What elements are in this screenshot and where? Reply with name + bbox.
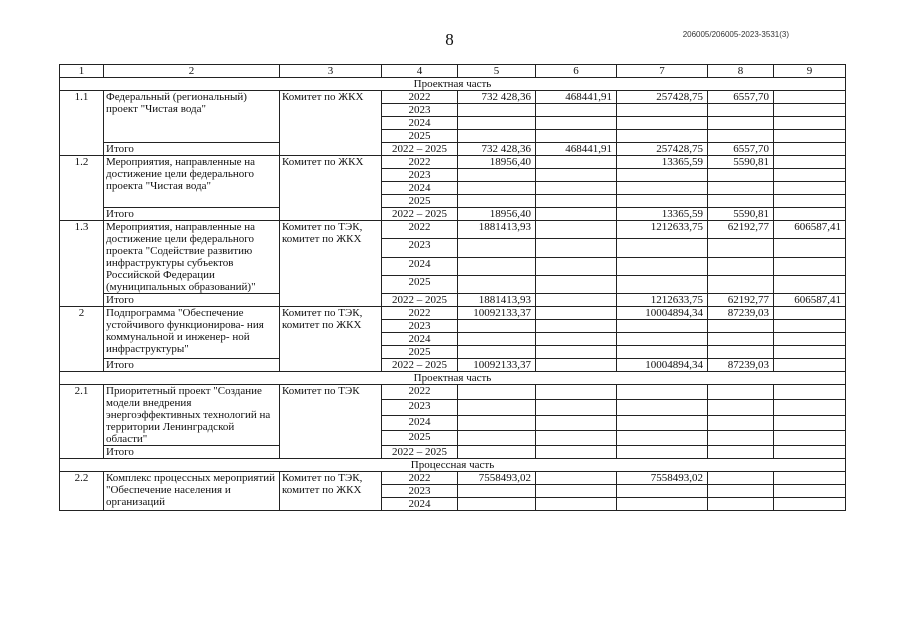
amount-cell: 606587,41 xyxy=(774,294,846,307)
amount-cell xyxy=(708,130,774,143)
item-executor: Комитет по ТЭК xyxy=(280,385,382,459)
amount-cell xyxy=(458,117,536,130)
amount-cell xyxy=(536,117,617,130)
amount-cell: 10092133,37 xyxy=(458,307,536,320)
item-executor: Комитет по ЖКХ xyxy=(280,156,382,221)
year-cell: 2023 xyxy=(382,485,458,498)
amount-cell xyxy=(617,415,708,430)
column-header: 5 xyxy=(458,65,536,78)
item-name: Мероприятия, направленные на достижение цели федерального проекта "Содействие развитию инфраструктуры субъектов Российской Федерации (муниципальных образований)" xyxy=(104,221,280,294)
amount-cell xyxy=(458,195,536,208)
amount-cell: 606587,41 xyxy=(774,221,846,239)
item-code: 2.2 xyxy=(60,472,104,511)
amount-cell xyxy=(536,415,617,430)
amount-cell: 18956,40 xyxy=(458,156,536,169)
table-row xyxy=(60,359,846,372)
year-cell: 2022 xyxy=(382,221,458,239)
year-cell: 2024 xyxy=(382,117,458,130)
item-executor: Комитет по ЖКХ xyxy=(280,91,382,156)
year-cell: 2022 – 2025 xyxy=(382,446,458,459)
year-cell: 2022 xyxy=(382,91,458,104)
amount-cell xyxy=(536,257,617,275)
column-header: 7 xyxy=(617,65,708,78)
amount-cell: 13365,59 xyxy=(617,208,708,221)
amount-cell xyxy=(774,346,846,359)
item-code: 1.3 xyxy=(60,221,104,307)
year-cell: 2024 xyxy=(382,498,458,511)
item-code: 2.1 xyxy=(60,385,104,459)
amount-cell xyxy=(774,400,846,415)
amount-cell xyxy=(536,307,617,320)
table-row xyxy=(60,294,846,307)
amount-cell xyxy=(617,169,708,182)
budget-table xyxy=(59,64,846,511)
amount-cell xyxy=(458,485,536,498)
section-label: Процессная часть xyxy=(60,459,846,472)
total-label: Итого xyxy=(104,446,280,459)
amount-cell: 87239,03 xyxy=(708,359,774,372)
amount-cell: 5590,81 xyxy=(708,156,774,169)
year-cell: 2024 xyxy=(382,257,458,275)
amount-cell xyxy=(617,182,708,195)
amount-cell: 5590,81 xyxy=(708,208,774,221)
amount-cell xyxy=(708,400,774,415)
section-label: Проектная часть xyxy=(60,372,846,385)
amount-cell xyxy=(536,333,617,346)
amount-cell xyxy=(458,239,536,257)
amount-cell xyxy=(774,446,846,459)
amount-cell xyxy=(458,130,536,143)
year-cell: 2022 – 2025 xyxy=(382,208,458,221)
amount-cell xyxy=(774,182,846,195)
amount-cell: 10004894,34 xyxy=(617,307,708,320)
item-name: Комплекс процессных мероприятий "Обеспечение населения и организаций xyxy=(104,472,280,511)
item-code: 2 xyxy=(60,307,104,372)
amount-cell xyxy=(536,239,617,257)
amount-cell xyxy=(774,498,846,511)
amount-cell xyxy=(617,104,708,117)
amount-cell: 10004894,34 xyxy=(617,359,708,372)
amount-cell xyxy=(536,485,617,498)
amount-cell xyxy=(617,430,708,445)
amount-cell xyxy=(774,257,846,275)
amount-cell xyxy=(774,472,846,485)
year-cell: 2024 xyxy=(382,182,458,195)
amount-cell xyxy=(458,446,536,459)
amount-cell xyxy=(458,320,536,333)
amount-cell xyxy=(458,400,536,415)
amount-cell xyxy=(617,385,708,400)
amount-cell: 1881413,93 xyxy=(458,294,536,307)
year-cell: 2023 xyxy=(382,169,458,182)
year-cell: 2022 xyxy=(382,307,458,320)
amount-cell xyxy=(774,104,846,117)
year-cell: 2022 xyxy=(382,385,458,400)
amount-cell xyxy=(774,195,846,208)
amount-cell xyxy=(774,169,846,182)
amount-cell xyxy=(536,346,617,359)
total-label: Итого xyxy=(104,359,280,372)
amount-cell xyxy=(536,446,617,459)
amount-cell: 62192,77 xyxy=(708,221,774,239)
amount-cell xyxy=(708,415,774,430)
section-row xyxy=(60,459,846,472)
amount-cell xyxy=(774,130,846,143)
amount-cell: 7558493,02 xyxy=(458,472,536,485)
amount-cell xyxy=(536,385,617,400)
amount-cell: 468441,91 xyxy=(536,91,617,104)
amount-cell xyxy=(536,359,617,372)
year-cell: 2024 xyxy=(382,415,458,430)
amount-cell xyxy=(774,156,846,169)
amount-cell xyxy=(774,415,846,430)
amount-cell: 7558493,02 xyxy=(617,472,708,485)
document-id: 206005/206005-2023-3531(3) xyxy=(682,30,789,39)
amount-cell xyxy=(536,130,617,143)
year-cell: 2025 xyxy=(382,275,458,293)
amount-cell: 1881413,93 xyxy=(458,221,536,239)
amount-cell xyxy=(708,320,774,333)
amount-cell: 257428,75 xyxy=(617,91,708,104)
item-name: Федеральный (региональный) проект "Чистая вода" xyxy=(104,91,280,143)
year-cell: 2025 xyxy=(382,346,458,359)
amount-cell xyxy=(774,485,846,498)
amount-cell xyxy=(536,156,617,169)
amount-cell xyxy=(617,275,708,293)
total-label: Итого xyxy=(104,143,280,156)
amount-cell xyxy=(536,472,617,485)
amount-cell xyxy=(708,117,774,130)
item-executor: Комитет по ТЭК, комитет по ЖКХ xyxy=(280,221,382,307)
year-cell: 2022 – 2025 xyxy=(382,359,458,372)
table-row xyxy=(60,446,846,459)
amount-cell xyxy=(536,169,617,182)
amount-cell: 10092133,37 xyxy=(458,359,536,372)
amount-cell xyxy=(458,333,536,346)
amount-cell xyxy=(774,239,846,257)
item-executor: Комитет по ТЭК, комитет по ЖКХ xyxy=(280,307,382,372)
total-label: Итого xyxy=(104,208,280,221)
amount-cell xyxy=(708,195,774,208)
amount-cell xyxy=(774,385,846,400)
amount-cell: 732 428,36 xyxy=(458,143,536,156)
amount-cell xyxy=(708,169,774,182)
amount-cell xyxy=(536,208,617,221)
amount-cell xyxy=(458,430,536,445)
amount-cell xyxy=(617,333,708,346)
amount-cell xyxy=(458,385,536,400)
amount-cell xyxy=(536,275,617,293)
item-executor: Комитет по ТЭК, комитет по ЖКХ xyxy=(280,472,382,511)
amount-cell xyxy=(617,346,708,359)
section-label: Проектная часть xyxy=(60,78,846,91)
amount-cell: 1212633,75 xyxy=(617,294,708,307)
item-code: 1.1 xyxy=(60,91,104,156)
amount-cell xyxy=(774,275,846,293)
section-row xyxy=(60,372,846,385)
amount-cell xyxy=(774,359,846,372)
amount-cell: 87239,03 xyxy=(708,307,774,320)
amount-cell xyxy=(774,208,846,221)
amount-cell xyxy=(708,472,774,485)
amount-cell: 257428,75 xyxy=(617,143,708,156)
amount-cell xyxy=(708,446,774,459)
amount-cell xyxy=(536,400,617,415)
amount-cell xyxy=(708,239,774,257)
amount-cell xyxy=(617,195,708,208)
amount-cell xyxy=(536,430,617,445)
amount-cell xyxy=(536,498,617,511)
amount-cell xyxy=(536,221,617,239)
amount-cell xyxy=(536,104,617,117)
table-row xyxy=(60,208,846,221)
amount-cell: 13365,59 xyxy=(617,156,708,169)
amount-cell xyxy=(458,346,536,359)
amount-cell xyxy=(617,257,708,275)
amount-cell: 468441,91 xyxy=(536,143,617,156)
amount-cell xyxy=(617,320,708,333)
amount-cell xyxy=(536,182,617,195)
amount-cell xyxy=(617,446,708,459)
year-cell: 2022 xyxy=(382,472,458,485)
amount-cell xyxy=(774,117,846,130)
amount-cell xyxy=(458,415,536,430)
amount-cell xyxy=(774,333,846,346)
year-cell: 2025 xyxy=(382,430,458,445)
table-row xyxy=(60,221,846,239)
amount-cell xyxy=(458,257,536,275)
amount-cell xyxy=(708,430,774,445)
amount-cell xyxy=(708,104,774,117)
amount-cell xyxy=(774,320,846,333)
amount-cell xyxy=(708,485,774,498)
year-cell: 2022 – 2025 xyxy=(382,143,458,156)
amount-cell xyxy=(708,346,774,359)
amount-cell xyxy=(708,182,774,195)
table-row xyxy=(60,307,846,320)
year-cell: 2023 xyxy=(382,400,458,415)
table-row xyxy=(60,91,846,104)
item-code: 1.2 xyxy=(60,156,104,221)
amount-cell xyxy=(774,91,846,104)
column-header: 4 xyxy=(382,65,458,78)
amount-cell xyxy=(708,498,774,511)
amount-cell xyxy=(617,498,708,511)
amount-cell xyxy=(708,385,774,400)
item-name: Подпрограмма "Обеспечение устойчивого функционирова- ния коммунальной и инженер- ной инфраструктуры" xyxy=(104,307,280,359)
column-header: 2 xyxy=(104,65,280,78)
amount-cell xyxy=(708,257,774,275)
amount-cell: 6557,70 xyxy=(708,143,774,156)
column-header: 9 xyxy=(774,65,846,78)
total-label: Итого xyxy=(104,294,280,307)
amount-cell: 18956,40 xyxy=(458,208,536,221)
amount-cell xyxy=(774,430,846,445)
amount-cell xyxy=(458,182,536,195)
year-cell: 2023 xyxy=(382,320,458,333)
amount-cell xyxy=(617,130,708,143)
amount-cell xyxy=(458,104,536,117)
item-name: Мероприятия, направленные на достижение цели федерального проекта "Чистая вода" xyxy=(104,156,280,208)
amount-cell xyxy=(774,307,846,320)
amount-cell: 6557,70 xyxy=(708,91,774,104)
column-header: 8 xyxy=(708,65,774,78)
item-name: Приоритетный проект "Создание модели внедрения энергоэффективных технологий на территории Ленинградской области" xyxy=(104,385,280,446)
table-row xyxy=(60,472,846,485)
amount-cell xyxy=(708,275,774,293)
amount-cell xyxy=(617,117,708,130)
amount-cell xyxy=(617,400,708,415)
amount-cell xyxy=(458,498,536,511)
amount-cell: 62192,77 xyxy=(708,294,774,307)
table-row xyxy=(60,156,846,169)
table-row xyxy=(60,385,846,400)
column-header: 3 xyxy=(280,65,382,78)
amount-cell xyxy=(536,294,617,307)
amount-cell xyxy=(708,333,774,346)
amount-cell xyxy=(774,143,846,156)
amount-cell xyxy=(458,169,536,182)
year-cell: 2024 xyxy=(382,333,458,346)
year-cell: 2023 xyxy=(382,239,458,257)
header-row xyxy=(60,65,846,78)
year-cell: 2022 xyxy=(382,156,458,169)
amount-cell xyxy=(617,239,708,257)
amount-cell xyxy=(536,195,617,208)
year-cell: 2025 xyxy=(382,195,458,208)
year-cell: 2025 xyxy=(382,130,458,143)
year-cell: 2023 xyxy=(382,104,458,117)
amount-cell: 1212633,75 xyxy=(617,221,708,239)
column-header: 1 xyxy=(60,65,104,78)
amount-cell xyxy=(536,320,617,333)
column-header: 6 xyxy=(536,65,617,78)
section-row xyxy=(60,78,846,91)
amount-cell: 732 428,36 xyxy=(458,91,536,104)
table-row xyxy=(60,143,846,156)
amount-cell xyxy=(458,275,536,293)
page-number: 8 xyxy=(445,30,454,49)
year-cell: 2022 – 2025 xyxy=(382,294,458,307)
amount-cell xyxy=(617,485,708,498)
